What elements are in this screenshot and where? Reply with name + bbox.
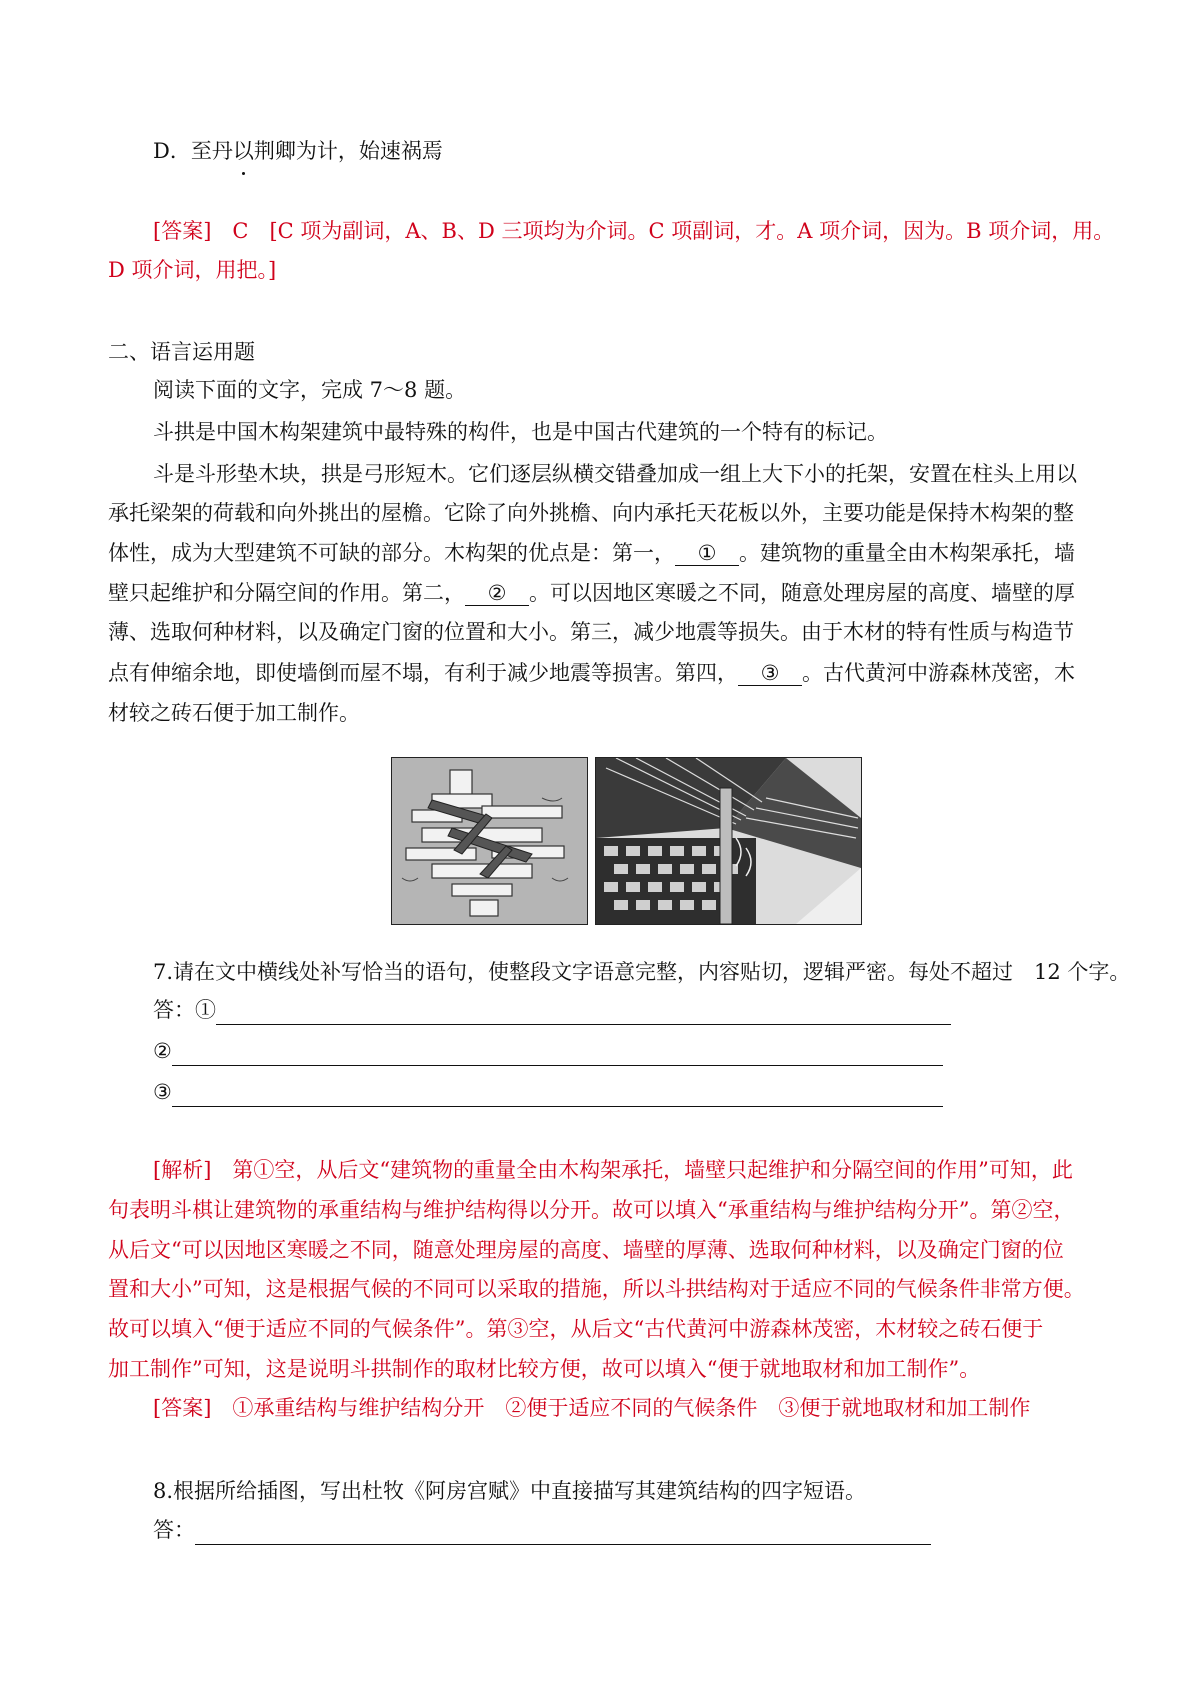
dougong-diagram-image: [391, 757, 588, 925]
analysis-line4: 置和大小”可知，这是根据气候的不同可以采取的措施，所以斗拱结构对于适应不同的气候条件非常方便。: [108, 1277, 1085, 1301]
option-d: [153, 136, 443, 166]
blank-3: ③: [738, 661, 802, 686]
q7-answer-row-2: [153, 1036, 943, 1066]
section-intro: 阅读下面的文字，完成 7～8 题。: [153, 378, 467, 402]
q7-answer-label-2: ②: [153, 1039, 172, 1063]
passage-line1: 斗是斗形垫木块，拱是弓形短木。它们逐层纵横交错叠加成一组上大下小的托架，安置在柱头上用以: [153, 462, 1077, 486]
q7-answer-row-3: [153, 1077, 943, 1107]
section-heading: 二、语言运用题: [108, 340, 255, 364]
option-d-dotted-char: 以: [232, 139, 254, 163]
passage-line3a: 体性，成为大型建筑不可缺的部分。木构架的优点是：第一，: [108, 541, 675, 565]
q7-answer-line-2[interactable]: [172, 1043, 943, 1066]
analysis-line5: 故可以填入“便于适应不同的气候条件”。第③空，从后文“古代黄河中游森林茂密，木材较之砖石便于: [108, 1317, 1044, 1341]
passage-line6: [108, 658, 1075, 688]
answer6-line2: D 项介词，用把。]: [108, 258, 277, 282]
analysis-line6: 加工制作”可知，这是说明斗拱制作的取材比较方便，故可以填入“便于就地取材和加工制作”。: [108, 1357, 981, 1381]
passage-line7: 材较之砖石便于加工制作。: [108, 701, 360, 725]
passage-line4b: 。可以因地区寒暖之不同，随意处理房屋的高度、墙壁的厚: [529, 581, 1075, 605]
answer7-tag: [答案]: [153, 1396, 212, 1420]
analysis-line2: 句表明斗棋让建筑物的承重结构与维护结构得以分开。故可以填入“承重结构与维护结构分开”。第②空，: [108, 1198, 1075, 1222]
analysis-text1: 第①空，从后文“建筑物的重量全由木构架承托，墙壁只起维护和分隔空间的作用”可知，此: [211, 1158, 1073, 1182]
answer-tag: [答案]: [153, 219, 212, 243]
passage-line2: 承托梁架的荷载和向外挑出的屋檐。它除了向外挑檐、向内承托天花板以外，主要功能是保持木构架的整: [108, 501, 1074, 525]
answer7-text: ①承重结构与维护结构分开 ②便于适应不同的气候条件 ③便于就地取材和加工制作: [232, 1396, 1031, 1420]
option-d-suffix: 荆卿为计，始速祸焉: [253, 139, 443, 163]
question-7: 7.请在文中横线处补写恰当的语句，使整段文字语意完整，内容贴切，逻辑严密。每处不超过 12 个字。: [153, 960, 1131, 984]
blank-1: ①: [675, 541, 739, 566]
dougong-diagram-svg: [392, 758, 587, 924]
analysis-line3: 从后文“可以因地区寒暖之不同，随意处理房屋的高度、墙壁的厚薄、选取何种材料，以及确定门窗的位: [108, 1238, 1064, 1262]
q8-answer-row: [153, 1515, 931, 1545]
analysis-tag: [解析]: [153, 1158, 212, 1182]
passage-para1: 斗拱是中国木构架建筑中最特殊的构件，也是中国古代建筑的一个特有的标记。: [153, 420, 888, 444]
blank-2: ②: [465, 581, 529, 606]
passage-line4a: 壁只起维护和分隔空间的作用。第二，: [108, 581, 465, 605]
passage-line6b: 。古代黄河中游森林茂密，木: [802, 661, 1075, 685]
q7-answer-line-3[interactable]: [172, 1084, 943, 1107]
answer6-text1: C [C 项为副词，A、B、D 三项均为介词。C 项副词，才。A 项介词，因为。B 项介词，用。: [232, 219, 1115, 243]
answer7: [153, 1393, 1030, 1423]
answer6-line1: [153, 216, 1114, 246]
q8-answer-label: 答：: [153, 1518, 195, 1542]
analysis-line1: [153, 1155, 1073, 1185]
question-8: 8.根据所给插图，写出杜牧《阿房宫赋》中直接描写其建筑结构的四字短语。: [153, 1479, 867, 1503]
q7-answer-line-1[interactable]: [216, 1002, 951, 1025]
q7-answer-label-3: ③: [153, 1080, 172, 1104]
passage-line5: 薄、选取何种材料，以及确定门窗的位置和大小。第三，减少地震等损失。由于木材的特有性质与构造节: [108, 620, 1074, 644]
q7-answer-label-1: 答：①: [153, 998, 216, 1022]
passage-line4: [108, 578, 1075, 608]
q7-answer-row-1: [153, 995, 951, 1025]
dougong-photo-image: [595, 757, 862, 925]
passage-line3: [108, 538, 1075, 568]
option-d-prefix: D．至丹: [153, 139, 233, 163]
passage-line3b: 。建筑物的重量全由木构架承托，墙: [739, 541, 1075, 565]
passage-line6a: 点有伸缩余地，即使墙倒而屋不塌，有利于减少地震等损害。第四，: [108, 661, 738, 685]
q8-answer-line[interactable]: [195, 1522, 931, 1545]
dougong-photo-svg: [596, 758, 861, 924]
